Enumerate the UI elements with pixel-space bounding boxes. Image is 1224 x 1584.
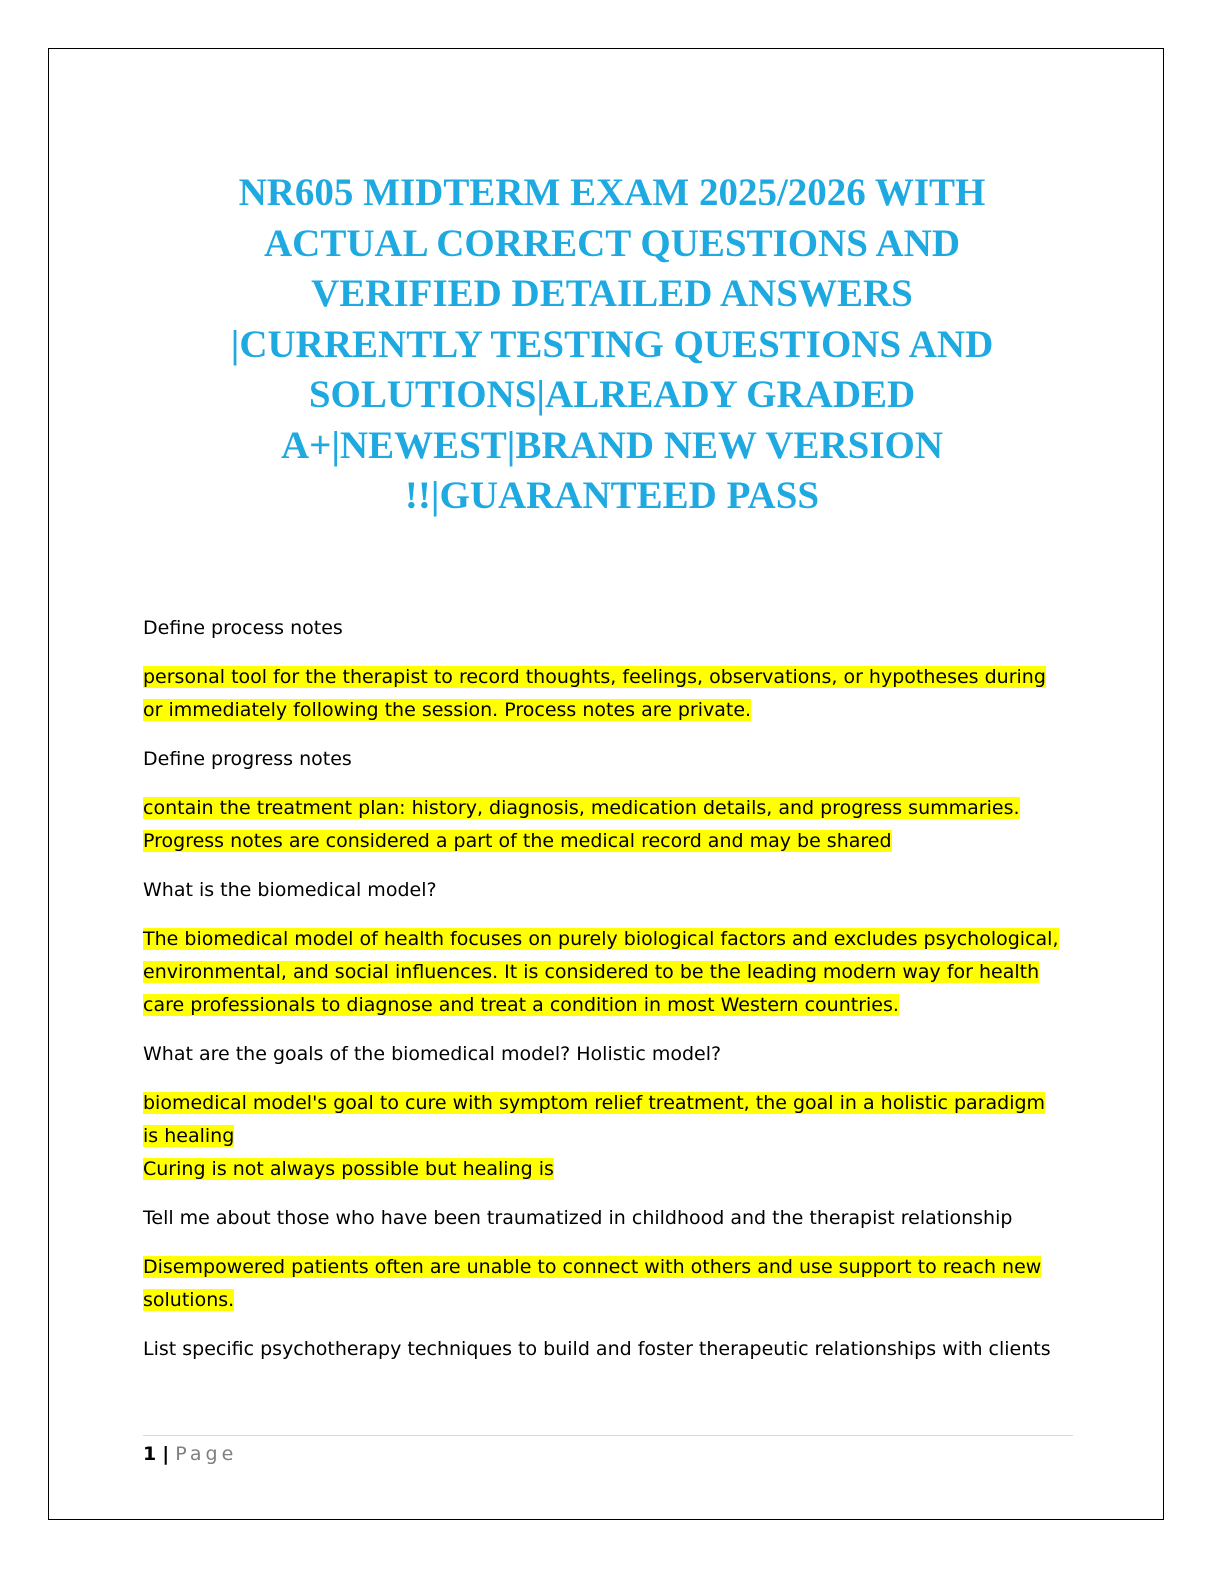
answer-line: is healing xyxy=(143,1125,235,1147)
page-label: Page xyxy=(175,1443,238,1465)
question: List specific psychotherapy techniques to build and foster therapeutic relationships with clients xyxy=(143,1338,1051,1360)
answer-line: Curing is not always possible but healing is xyxy=(143,1158,554,1180)
answer-line: or immediately following the session. Process notes are private. xyxy=(143,699,752,721)
document-title xyxy=(140,168,1084,522)
title-line: VERIFIED DETAILED ANSWERS xyxy=(311,272,913,315)
answer-line: biomedical model's goal to cure with symptom relief treatment, the goal in a holistic paradigm xyxy=(143,1092,1046,1114)
answer-line: The biomedical model of health focuses on purely biological factors and excludes psychological, xyxy=(143,928,1059,950)
answer-line: Progress notes are considered a part of the medical record and may be shared xyxy=(143,830,892,852)
title-line: NR605 MIDTERM EXAM 2025/2026 WITH xyxy=(238,171,986,214)
question: Tell me about those who have been traumatized in childhood and the therapist relationship xyxy=(143,1207,1013,1229)
answer-line: solutions. xyxy=(143,1289,235,1311)
answer-line: contain the treatment plan: history, diagnosis, medication details, and progress summaries. xyxy=(143,797,1020,819)
answer xyxy=(143,661,1073,727)
qa-content xyxy=(143,612,1073,1382)
answer-line: personal tool for the therapist to record thoughts, feelings, observations, or hypotheses during xyxy=(143,666,1046,688)
answer xyxy=(143,923,1073,1022)
page-footer xyxy=(143,1441,237,1467)
title-line: !!|GUARANTEED PASS xyxy=(404,474,820,517)
answer-line: environmental, and social influences. It is considered to be the leading modern way for health xyxy=(143,961,1040,983)
answer xyxy=(143,1087,1073,1186)
title-line: SOLUTIONS|ALREADY GRADED xyxy=(308,373,916,416)
page-number: 1 xyxy=(143,1443,157,1465)
question: Define process notes xyxy=(143,617,343,639)
footer-separator: | xyxy=(162,1443,170,1465)
answer xyxy=(143,792,1073,858)
title-line: |CURRENTLY TESTING QUESTIONS AND xyxy=(230,322,994,366)
question: Define progress notes xyxy=(143,748,352,770)
footer-divider xyxy=(143,1435,1073,1436)
question: What is the biomedical model? xyxy=(143,879,437,901)
title-line: ACTUAL CORRECT QUESTIONS AND xyxy=(263,221,961,265)
answer-line: Disempowered patients often are unable to connect with others and use support to reach new xyxy=(143,1256,1042,1278)
answer xyxy=(143,1251,1073,1317)
title-line: A+|NEWEST|BRAND NEW VERSION xyxy=(280,423,944,467)
question: What are the goals of the biomedical model? Holistic model? xyxy=(143,1043,722,1065)
answer-line: care professionals to diagnose and treat a condition in most Western countries. xyxy=(143,994,899,1016)
